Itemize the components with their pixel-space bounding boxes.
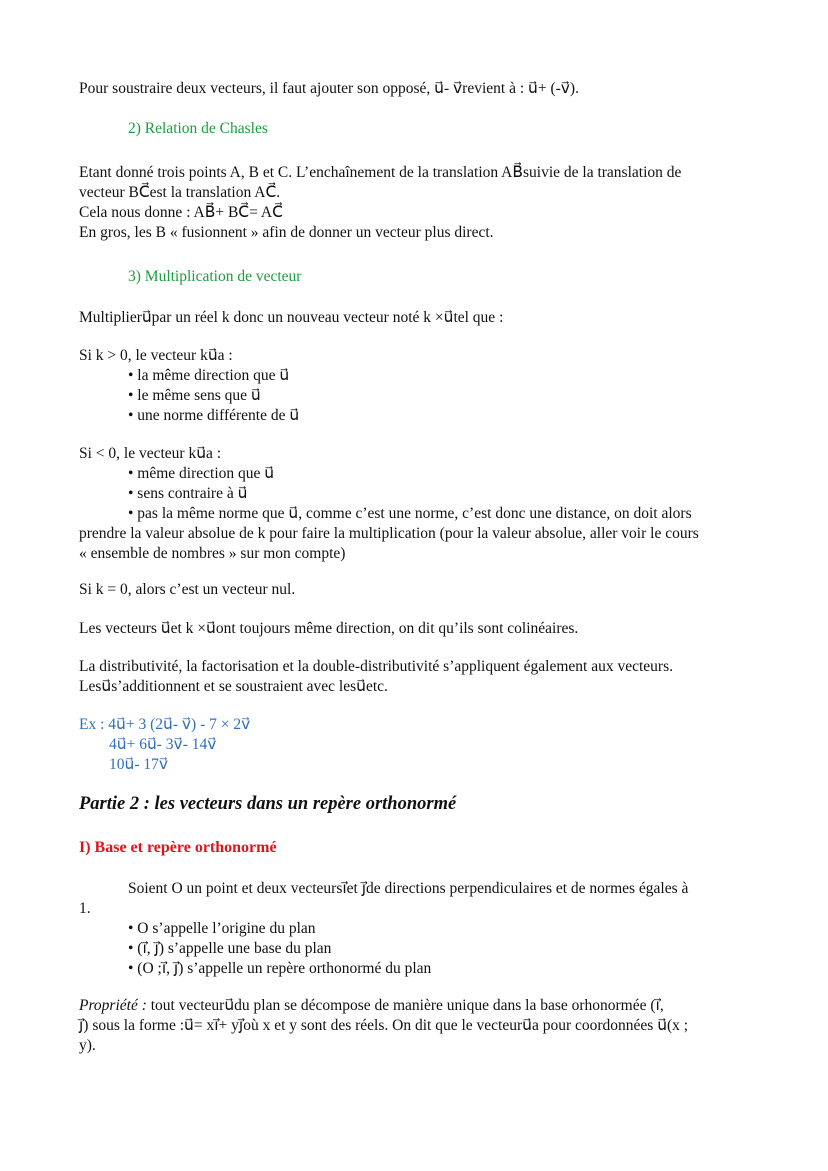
property-paragraph [79, 996, 749, 1056]
negative-k-block [79, 444, 749, 564]
part-2-title: Partie 2 : les vecteurs dans un repère orthonormé [79, 794, 457, 814]
property-line-2: ȷ⃗) sous la forme :u⃗= xı⃗+ yȷ⃗où x et y sont des réels. On dit que le vecteuru⃗a pour coordonnées u⃗(x ; [79, 1017, 689, 1034]
chasles-line-2: vecteur BC⃗est la translation AC⃗. [79, 184, 281, 201]
negative-k-title: Si < 0, le vecteur ku⃗a : [79, 445, 222, 462]
distributivity-line-2: Lesu⃗s’additionnent et se soustraient avec lesu⃗etc. [79, 678, 388, 695]
property-label: Propriété : [79, 997, 147, 1014]
chasles-line-3: Cela nous donne : AB⃗+ BC⃗= AC⃗ [79, 204, 283, 221]
example-line-3: 10u⃗- 17v⃗ [109, 756, 169, 773]
property-line-3: y). [79, 1037, 96, 1054]
subtract-rule: Pour soustraire deux vecteurs, il faut ajouter son opposé, u⃗- v⃗revient à : u⃗+ (-v⃗). [79, 80, 579, 97]
chasles-paragraph [79, 163, 749, 243]
colinear-text: Les vecteurs u⃗et k ×u⃗ont toujours même direction, on dit qu’ils sont colinéaires. [79, 620, 579, 637]
list-item: • la même direction que u⃗ [128, 367, 290, 384]
list-item-continued: « ensemble de nombres » sur mon compte) [79, 545, 346, 562]
definition-paragraph [79, 879, 749, 979]
chasles-heading: 2) Relation de Chasles [128, 120, 268, 137]
multiplication-intro: Multiplieru⃗par un réel k donc un nouveau vecteur noté k ×u⃗tel que : [79, 309, 504, 326]
definition-line-1: Soient O un point et deux vecteursı⃗et ȷ⃗de directions perpendiculaires et de normes égales à [128, 880, 689, 897]
example-line-1: Ex : 4u⃗+ 3 (2u⃗- v⃗) - 7 × 2v⃗ [79, 716, 251, 733]
list-item: • O s’appelle l’origine du plan [128, 920, 316, 937]
example-line-2: 4u⃗+ 6u⃗- 3v⃗- 14v⃗ [109, 736, 217, 753]
list-item: • (O ;ı⃗, ȷ⃗) s’appelle un repère orthonormé du plan [128, 960, 432, 977]
chasles-line-1: Etant donné trois points A, B et C. L’enchaînement de la translation AB⃗suivie de la translation de [79, 164, 682, 181]
example-block [79, 715, 749, 775]
section-heading-base: I) Base et repère orthonormé [79, 839, 277, 856]
list-item: • une norme différente de u⃗ [128, 407, 300, 424]
list-item: • même direction que u⃗ [128, 465, 275, 482]
list-item: • sens contraire à u⃗ [128, 485, 248, 502]
multiplication-heading: 3) Multiplication de vecteur [128, 268, 302, 285]
chasles-line-4: En gros, les B « fusionnent » afin de donner un vecteur plus direct. [79, 224, 494, 241]
property-line-1: tout vecteuru⃗du plan se décompose de manière unique dans la base orhonormée (ı⃗, [146, 997, 664, 1014]
distributivity-line-1: La distributivité, la factorisation et la double-distributivité s’appliquent également aux vecteurs. [79, 658, 673, 675]
definition-line-2: 1. [79, 900, 91, 917]
positive-k-title: Si k > 0, le vecteur ku⃗a : [79, 347, 233, 364]
positive-k-block [79, 346, 749, 426]
list-item: • pas la même norme que u⃗, comme c’est une norme, c’est donc une distance, on doit alors [128, 505, 692, 522]
list-item-continued: prendre la valeur absolue de k pour faire la multiplication (pour la valeur absolue, aller voir le cours [79, 525, 699, 542]
list-item: • le même sens que u⃗ [128, 387, 261, 404]
zero-k-text: Si k = 0, alors c’est un vecteur nul. [79, 581, 296, 598]
list-item: • (ı⃗, ȷ⃗) s’appelle une base du plan [128, 940, 332, 957]
distributivity-paragraph [79, 657, 749, 697]
